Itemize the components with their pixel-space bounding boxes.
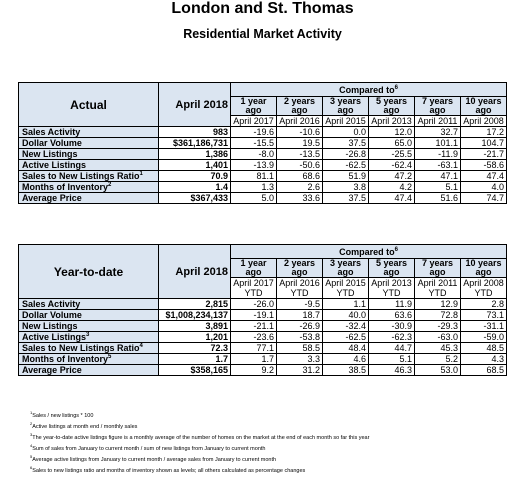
footnote: $^1$Sales / new listings * 100 bbox=[30, 410, 94, 419]
change-value: 33.6 bbox=[277, 193, 323, 204]
period-date: April 2013 bbox=[369, 116, 415, 127]
change-value: 101.1 bbox=[415, 138, 461, 149]
table-row bbox=[19, 171, 507, 182]
change-value: 31.2 bbox=[277, 365, 323, 376]
change-value: -21.1 bbox=[231, 321, 277, 332]
period-label: 1 year ago bbox=[231, 97, 277, 116]
change-value: 4.0 bbox=[461, 182, 507, 193]
change-value: 1.3 bbox=[231, 182, 277, 193]
period-date: April 2013 YTD bbox=[369, 278, 415, 299]
current-value: 1.7 bbox=[159, 354, 231, 365]
change-value: 4.6 bbox=[323, 354, 369, 365]
footnote: $^6$Sales to new listings ratio and months of inventory shown as levels; all others calculated as percentage changes bbox=[30, 465, 306, 474]
change-value: 65.0 bbox=[369, 138, 415, 149]
change-value: 77.1 bbox=[231, 343, 277, 354]
table-row bbox=[19, 149, 507, 160]
change-value: -26.0 bbox=[231, 299, 277, 310]
change-value: -13.5 bbox=[277, 149, 323, 160]
change-value: 48.4 bbox=[323, 343, 369, 354]
footnote: $^3$The year-to-date active listings figure is a monthly average of the number of homes on the market at the end of each month so far this year bbox=[30, 432, 370, 441]
period-date: April 2008 YTD bbox=[461, 278, 507, 299]
change-value: -29.3 bbox=[415, 321, 461, 332]
row-label: Average Price bbox=[19, 193, 159, 204]
row-label: Dollar Volume bbox=[19, 138, 159, 149]
period-label: 5 years ago bbox=[369, 97, 415, 116]
change-value: 9.2 bbox=[231, 365, 277, 376]
change-value: -59.0 bbox=[461, 332, 507, 343]
current-value: 1.4 bbox=[159, 182, 231, 193]
change-value: 5.1 bbox=[415, 182, 461, 193]
change-value: -62.3 bbox=[369, 332, 415, 343]
row-label: Active Listings$^3$ bbox=[19, 332, 159, 343]
footnote: $^2$Active listings at month end / monthly sales bbox=[30, 421, 138, 430]
row-label: New Listings bbox=[19, 149, 159, 160]
change-value: -26.9 bbox=[277, 321, 323, 332]
change-value: 48.5 bbox=[461, 343, 507, 354]
period-label: 3 years ago bbox=[323, 259, 369, 278]
current-value: 2,815 bbox=[159, 299, 231, 310]
current-value: 3,891 bbox=[159, 321, 231, 332]
change-value: 58.5 bbox=[277, 343, 323, 354]
change-value: 53.0 bbox=[415, 365, 461, 376]
period-label: 10 years ago bbox=[461, 97, 507, 116]
change-value: -9.5 bbox=[277, 299, 323, 310]
change-value: 1.7 bbox=[231, 354, 277, 365]
change-value: -53.8 bbox=[277, 332, 323, 343]
change-value: -23.6 bbox=[231, 332, 277, 343]
row-label: Sales to New Listings Ratio$^4$ bbox=[19, 343, 159, 354]
row-label: Dollar Volume bbox=[19, 310, 159, 321]
change-value: 2.6 bbox=[277, 182, 323, 193]
table-row bbox=[19, 182, 507, 193]
footnotes bbox=[30, 411, 369, 477]
footnote: $^5$Average active listings from January to current month / average sales from January to current month bbox=[30, 454, 277, 463]
change-value: 44.7 bbox=[369, 343, 415, 354]
change-value: -19.6 bbox=[231, 127, 277, 138]
change-value: 46.3 bbox=[369, 365, 415, 376]
period-date: April 2011 YTD bbox=[415, 278, 461, 299]
page-title: London and St. Thomas bbox=[171, 0, 354, 17]
table-row bbox=[19, 160, 507, 171]
section-label: Actual bbox=[19, 83, 159, 127]
row-label: Sales Activity bbox=[19, 299, 159, 310]
table-row bbox=[19, 343, 507, 354]
row-label: Sales to New Listings Ratio$^1$ bbox=[19, 171, 159, 182]
change-value: -11.9 bbox=[415, 149, 461, 160]
change-value: 12.0 bbox=[369, 127, 415, 138]
row-label: New Listings bbox=[19, 321, 159, 332]
change-value: 5.2 bbox=[415, 354, 461, 365]
period-label: 7 years ago bbox=[415, 97, 461, 116]
current-value: $367,433 bbox=[159, 193, 231, 204]
period-label: 10 years ago bbox=[461, 259, 507, 278]
change-value: 18.7 bbox=[277, 310, 323, 321]
change-value: 4.2 bbox=[369, 182, 415, 193]
change-value: -62.4 bbox=[369, 160, 415, 171]
change-value: 68.6 bbox=[277, 171, 323, 182]
change-value: -50.6 bbox=[277, 160, 323, 171]
row-label: Sales Activity bbox=[19, 127, 159, 138]
table-row bbox=[19, 299, 507, 310]
table-row bbox=[19, 127, 507, 138]
change-value: 37.5 bbox=[323, 193, 369, 204]
change-value: -32.4 bbox=[323, 321, 369, 332]
compared-to-header: Compared $to^6$ bbox=[231, 245, 507, 259]
change-value: 68.5 bbox=[461, 365, 507, 376]
change-value: 11.9 bbox=[369, 299, 415, 310]
change-value: 104.7 bbox=[461, 138, 507, 149]
period-label: 2 years ago bbox=[277, 97, 323, 116]
current-value: $358,165 bbox=[159, 365, 231, 376]
change-value: 40.0 bbox=[323, 310, 369, 321]
change-value: 47.1 bbox=[415, 171, 461, 182]
change-value: 17.2 bbox=[461, 127, 507, 138]
change-value: -19.1 bbox=[231, 310, 277, 321]
table-row bbox=[19, 310, 507, 321]
period-date: April 2015 YTD bbox=[323, 278, 369, 299]
change-value: -62.5 bbox=[323, 332, 369, 343]
change-value: -25.5 bbox=[369, 149, 415, 160]
change-value: 51.6 bbox=[415, 193, 461, 204]
period-date: April 2016 bbox=[277, 116, 323, 127]
change-value: 12.9 bbox=[415, 299, 461, 310]
period-date: April 2011 bbox=[415, 116, 461, 127]
change-value: 4.3 bbox=[461, 354, 507, 365]
change-value: 2.8 bbox=[461, 299, 507, 310]
table-row bbox=[19, 365, 507, 376]
change-value: -8.0 bbox=[231, 149, 277, 160]
period-label: 5 years ago bbox=[369, 259, 415, 278]
change-value: -63.1 bbox=[415, 160, 461, 171]
change-value: 47.2 bbox=[369, 171, 415, 182]
change-value: 51.9 bbox=[323, 171, 369, 182]
footnote: $^4$Sum of sales from January to current month / sum of new listings from January to current month bbox=[30, 443, 266, 452]
current-value: 70.9 bbox=[159, 171, 231, 182]
period-date: April 2008 bbox=[461, 116, 507, 127]
change-value: 3.3 bbox=[277, 354, 323, 365]
change-value: 1.1 bbox=[323, 299, 369, 310]
row-label: Active Listings bbox=[19, 160, 159, 171]
change-value: -31.1 bbox=[461, 321, 507, 332]
change-value: 47.4 bbox=[461, 171, 507, 182]
current-value: $361,186,731 bbox=[159, 138, 231, 149]
month-label: April 2018 bbox=[159, 245, 231, 299]
change-value: 72.8 bbox=[415, 310, 461, 321]
change-value: -13.9 bbox=[231, 160, 277, 171]
month-label: April 2018 bbox=[159, 83, 231, 127]
change-value: 74.7 bbox=[461, 193, 507, 204]
table-row bbox=[19, 332, 507, 343]
row-label: Months of Inventory$^2$ bbox=[19, 182, 159, 193]
current-value: 72.3 bbox=[159, 343, 231, 354]
current-value: 983 bbox=[159, 127, 231, 138]
period-label: 1 year ago bbox=[231, 259, 277, 278]
current-value: 1,401 bbox=[159, 160, 231, 171]
change-value: -26.8 bbox=[323, 149, 369, 160]
change-value: 81.1 bbox=[231, 171, 277, 182]
change-value: 3.8 bbox=[323, 182, 369, 193]
page-subtitle: Residential Market Activity bbox=[183, 27, 342, 41]
table-row bbox=[19, 321, 507, 332]
change-value: 19.5 bbox=[277, 138, 323, 149]
change-value: -30.9 bbox=[369, 321, 415, 332]
current-value: $1,008,234,137 bbox=[159, 310, 231, 321]
table-row bbox=[19, 193, 507, 204]
change-value: -15.5 bbox=[231, 138, 277, 149]
change-value: -58.6 bbox=[461, 160, 507, 171]
table-row bbox=[19, 354, 507, 365]
period-label: 3 years ago bbox=[323, 97, 369, 116]
current-value: 1,201 bbox=[159, 332, 231, 343]
change-value: -63.0 bbox=[415, 332, 461, 343]
change-value: 45.3 bbox=[415, 343, 461, 354]
table-row bbox=[19, 138, 507, 149]
actual-table bbox=[18, 82, 507, 204]
compared-to-header: Compared $to^6$ bbox=[231, 83, 507, 97]
period-date: April 2016 YTD bbox=[277, 278, 323, 299]
period-date: April 2015 bbox=[323, 116, 369, 127]
ytd-table bbox=[18, 244, 507, 376]
current-value: 1,386 bbox=[159, 149, 231, 160]
change-value: 32.7 bbox=[415, 127, 461, 138]
change-value: 5.0 bbox=[231, 193, 277, 204]
period-date: April 2017 bbox=[231, 116, 277, 127]
change-value: -21.7 bbox=[461, 149, 507, 160]
change-value: 63.6 bbox=[369, 310, 415, 321]
change-value: -10.6 bbox=[277, 127, 323, 138]
section-label: Year-to-date bbox=[19, 245, 159, 299]
period-label: 7 years ago bbox=[415, 259, 461, 278]
change-value: 73.1 bbox=[461, 310, 507, 321]
change-value: 37.5 bbox=[323, 138, 369, 149]
period-label: 2 years ago bbox=[277, 259, 323, 278]
change-value: -62.5 bbox=[323, 160, 369, 171]
row-label: Average Price bbox=[19, 365, 159, 376]
change-value: 0.0 bbox=[323, 127, 369, 138]
change-value: 5.1 bbox=[369, 354, 415, 365]
change-value: 47.4 bbox=[369, 193, 415, 204]
period-date: April 2017 YTD bbox=[231, 278, 277, 299]
change-value: 38.5 bbox=[323, 365, 369, 376]
row-label: Months of Inventory$^5$ bbox=[19, 354, 159, 365]
